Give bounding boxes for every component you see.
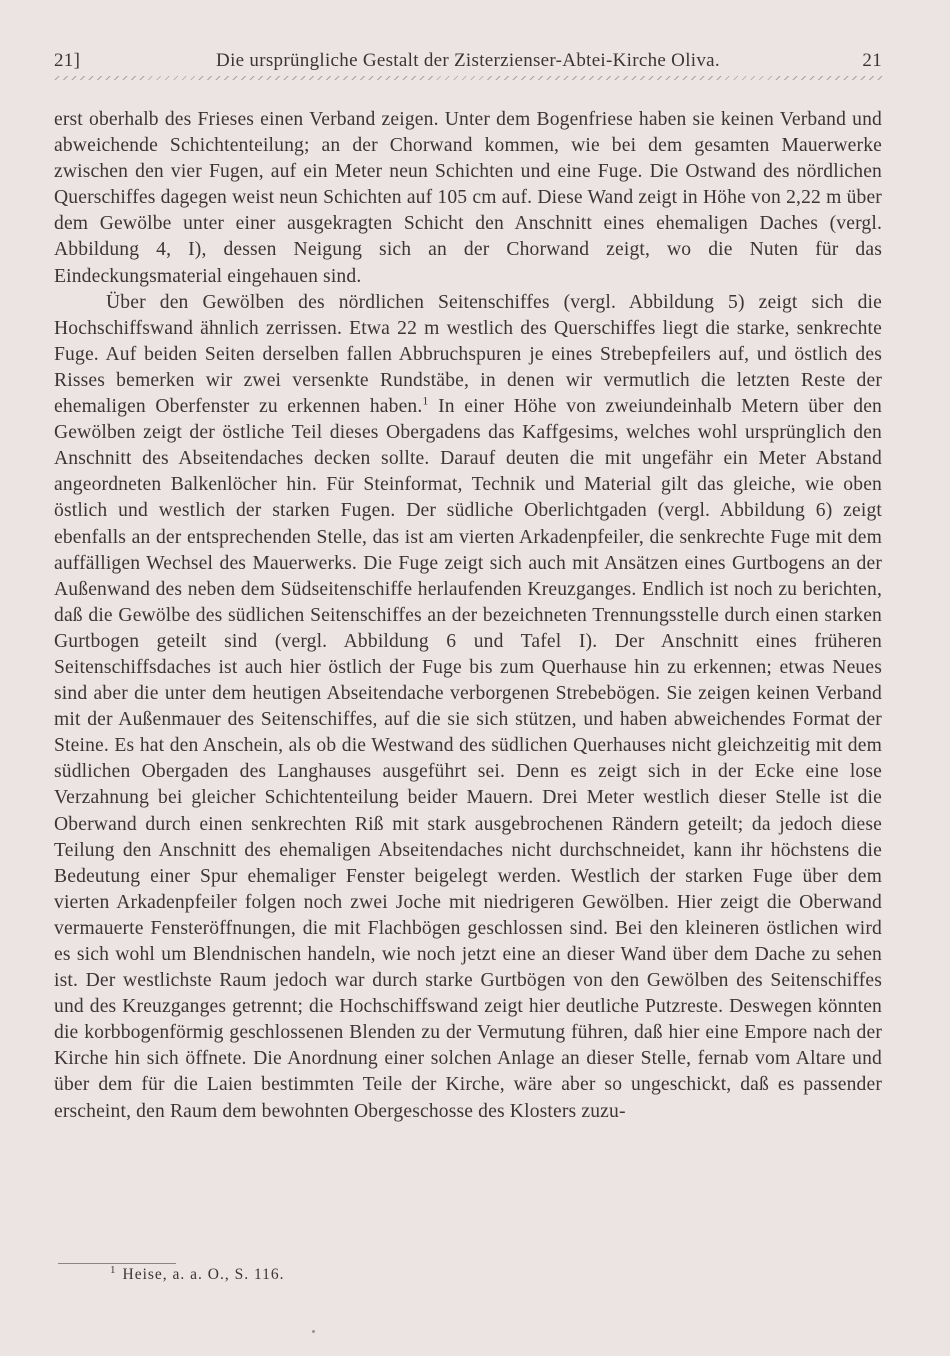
body-text [54,107,882,1125]
footnote-separator [58,1263,176,1264]
paragraph-2: Über den Gewölben des nördlichen Seitenschiffes (vergl. Abbildung 5) zeigt sich die Hochschiffswand ähnlich zerrissen. Etwa 22 m westlich des Querschiffes liegt die starke, senkrechte Fuge. Auf beiden Seiten derselben fallen Abbruchspuren je eines Strebepfeilers auf, und östlich des Risses bemerken wir zwei versenkte Rundstäbe, in denen wir vermutlich die letzten Reste der ehemaligen Oberfenster zu erkennen haben.$^1$ In einer Höhe von zweiundeinhalb Metern über den Gewölben zeigt der östliche Teil dieses Obergadens das Kaffgesims, welches wohl ursprünglich den Anschnitt des Abseitendaches decken sollte. Darauf deuten die mit ungefähr ein Meter Abstand angeordneten Balkenlöcher hin. Für Steinformat, Technik und Material gilt das gleiche, wie oben östlich und westlich der starken Fugen. Der südliche Oberlichtgaden (vergl. Abbildung 6) zeigt ebenfalls an der entsprechenden Stelle, das ist am vierten Arkadenpfeiler, die senkrechte Fuge mit dem auffälligen Wechsel des Mauerwerks. Die Fuge zeigt sich auch mit Ansätzen eines Gurtbogens an der Außenwand des neben dem Südseitenschiffe herlaufenden Kreuzganges. Endlich ist noch zu berichten, daß die Gewölbe des südlichen Seitenschiffes an der bezeichneten Trennungsstelle durch einen starken Gurtbogen geteilt sind (vergl. Abbildung 6 und Tafel I). Der Anschnitt eines früheren Seitenschiffsdaches ist auch hier östlich der Fuge bis zum Querhause hin zu erkennen; etwas Neues sind aber die unter dem heutigen Abseitendache verborgenen Strebebögen. Sie zeigen keinen Verband mit der Außenmauer des Seitenschiffes, auf die sie sich stützen, und haben abweichendes Format der Steine. Es hat den Anschein, als ob die Westwand des südlichen Querhauses nicht gleichzeitig mit dem südlichen Obergaden des Langhauses ausgeführt sei. Denn es zeigt sich in der Ecke eine lose Verzahnung bei gleicher Schichtenteilung beider Mauern. Drei Meter westlich dieser Stelle ist die Oberwand durch einen senkrechten Riß mit stark ausgebrochenen Rändern geteilt; da jedoch diese Teilung den Anschnitt des ehemaligen Abseitendaches nicht durchschneidet, kann ihr höchstens die Bedeutung einer Spur ehemaliger Fenster beigelegt werden. Westlich der starken Fuge über dem vierten Arkadenpfeiler folgen noch zwei Joche mit niedrigeren Gewölben. Hier zeigt die Oberwand vermauerte Fensteröffnungen, die mit Flachbögen geschlossen sind. Bei den kleineren östlichen wird es sich wohl um Blendnischen handeln, wie noch jetzt eine an dieser Wand über dem Dache zu sehen ist. Der westlichste Raum jedoch war durch starke Gurtbögen von den Gewölben des Seitenschiffes und des Kreuzganges getrennt; die Hochschiffswand zeigt hier deutliche Putzreste. Deswegen könnten die korbbogenförmig geschlossenen Blenden zu der Vermutung führen, daß hier eine Empore nach der Kirche hin sich öffnete. Die Anordnung einer solchen Anlage an dieser Stelle, fernab vom Altare und über dem für die Laien bestimmten Teile der Kirche, wäre aber so ungeschickt, daß es passender erscheint, den Raum dem bewohnten Obergeschosse des Klosters zuzu- [54,291,882,1122]
footnote [110,1263,285,1284]
footnote-marker: 1 [110,1263,117,1276]
page-number: 21 [862,50,882,71]
paper-speck [312,1330,315,1333]
page-reference: 21] [54,50,81,71]
running-title: Die ursprüngliche Gestalt der Zisterzienser-Abtei-Kirche Oliva. [216,50,720,71]
paragraph-1: erst oberhalb des Frieses einen Verband zeigen. Unter dem Bogenfriese haben sie keinen Verband und abweichende Schichtenteilung; an der Chorwand kommen, wie bei dem gesamten Mauerwerke zwischen den vier Fugen, auf ein Meter neun Schichten und eine Fuge. Die Ostwand des nördlichen Querschiffes dagegen weist neun Schichten auf 105 cm auf. Diese Wand zeigt in Höhe von 2,22 m über dem Gewölbe unter einer ausgekragten Schicht den Anschnitt eines ehemaligen Daches (vergl. Abbildung 4, I), dessen Neigung sich an der Chorwand zeigt, wo die Nuten für das Eindeckungsmaterial eingehauen sind. [54,109,882,287]
header-ornament-rule [54,76,882,80]
running-header [54,50,882,74]
footnote-text: Heise, a. a. O., S. 116. [122,1266,285,1283]
footnote-reference[interactable]: 1 [422,393,429,408]
